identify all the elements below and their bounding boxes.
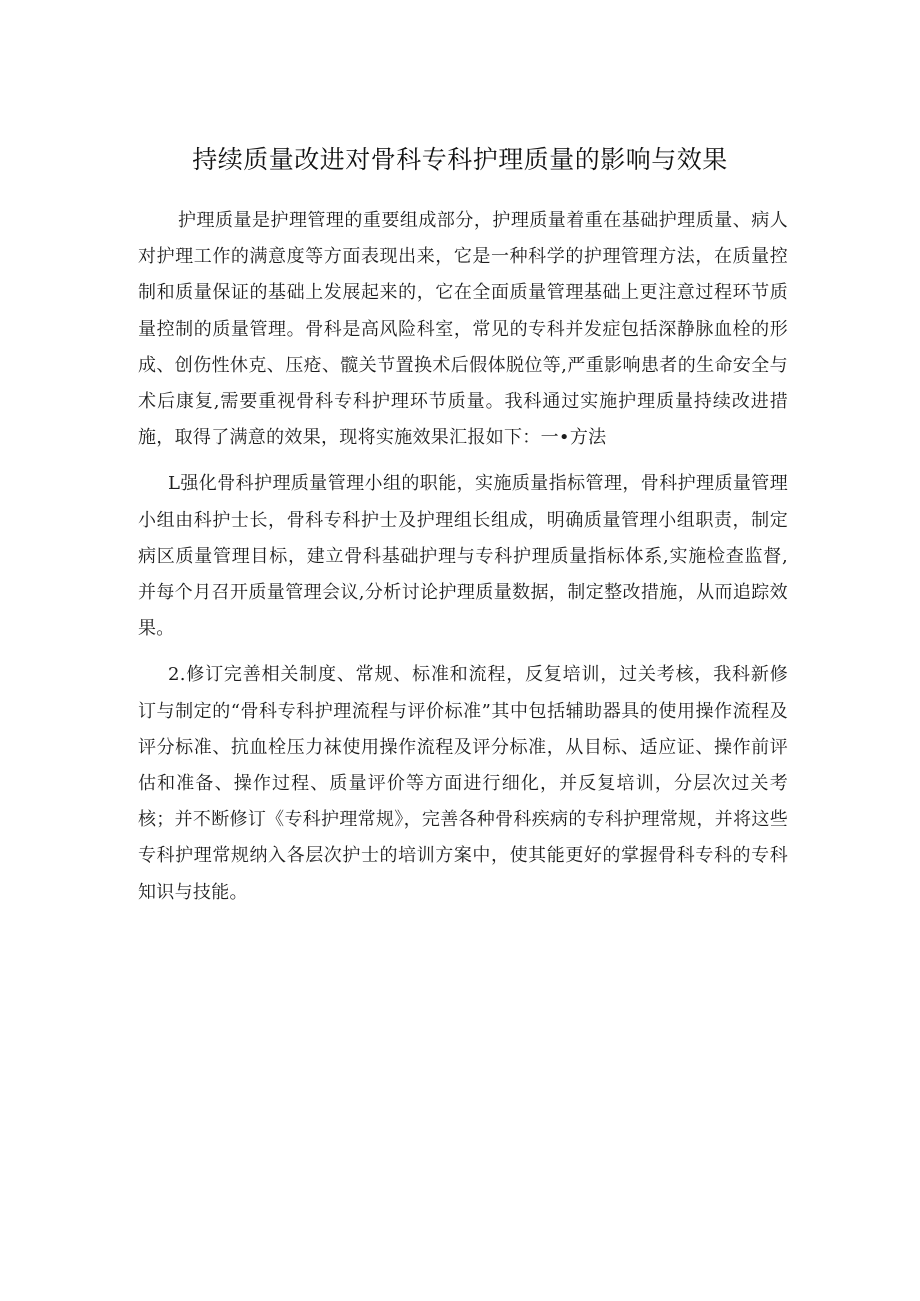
paragraph-intro: 护理质量是护理管理的重要组成部分，护理质量着重在基础护理质量、病人对护理工作的满意度等方面表现出来，它是一种科学的护理管理方法，在质量控制和质量保证的基础上发展起来的，它在全面质量管理基础上更注意过程环节质量控制的质量管理。骨科是高风险科室，常见的专科并发症包括深静脉血栓的形成、创伤性休克、压疮、髋关节置换术后假体脱位等,严重影响患者的生命安全与术后康复,需要重视骨科专科护理环节质量。我科通过实施护理质量持续改进措施，取得了满意的效果，现将实施效果汇报如下：一•方法 (138, 210, 788, 449)
document-title: 持续质量改进对骨科专科护理质量的影响与效果 (192, 145, 728, 174)
document-body (138, 203, 788, 911)
paragraph-method-1: L强化骨科护理质量管理小组的职能，实施质量指标管理，骨科护理质量管理小组由科护士长，骨科专科护士及护理组长组成，明确质量管理小组职责，制定病区质量管理目标，建立骨科基础护理与专科护理质量指标体系,实施检查监督,并每个月召开质量管理会议,分析讨论护理质量数据，制定整改措施，从而追踪效果。 (138, 473, 788, 640)
paragraph-method-2: 2.修订完善相关制度、常规、标准和流程，反复培训，过关考核，我科新修订与制定的“骨科专科护理流程与评价标准”其中包括辅助器具的使用操作流程及评分标准、抗血栓压力袜使用操作流程及评分标准，从目标、适应证、操作前评估和准备、操作过程、质量评价等方面进行细化，并反复培训，分层次过关考核；并不断修订《专科护理常规》，完善各种骨科疾病的专科护理常规，并将这些专科护理常规纳入各层次护士的培训方案中，使其能更好的掌握骨科专科的专科知识与技能。 (138, 664, 788, 903)
